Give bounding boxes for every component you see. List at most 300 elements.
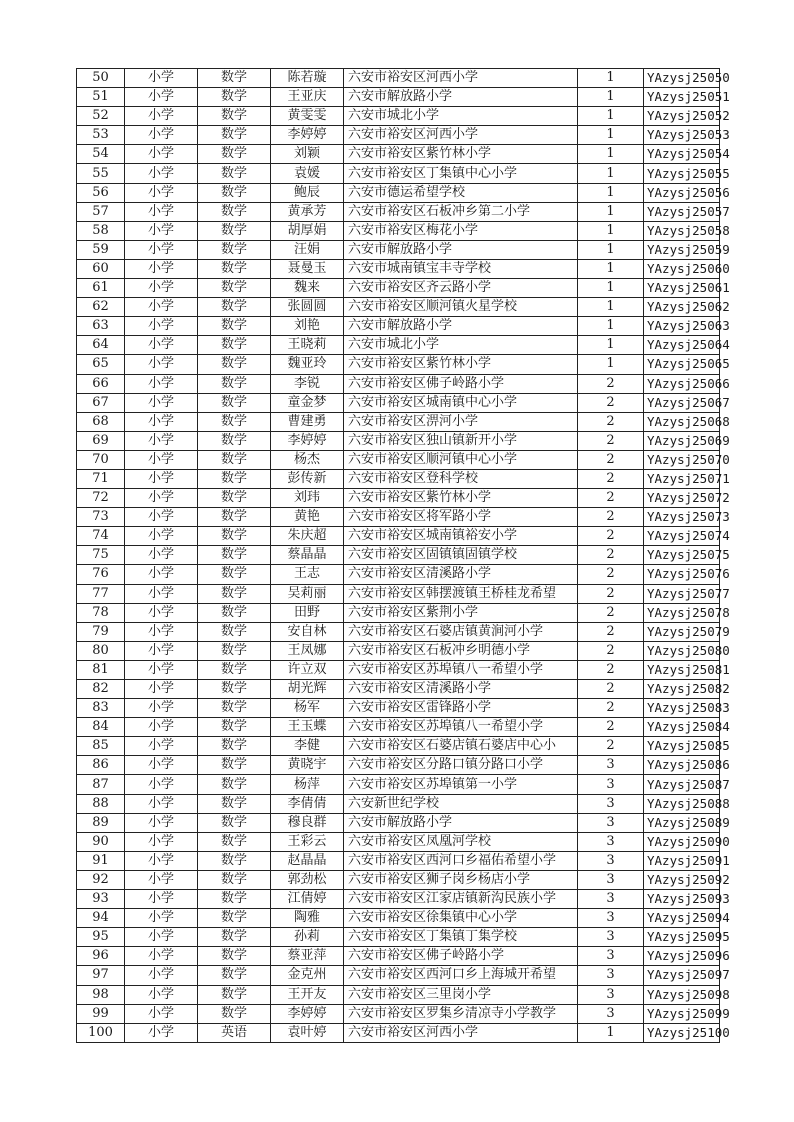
- school-level-cell: 小学: [125, 565, 198, 584]
- subject-cell: 数学: [198, 641, 271, 660]
- school-level-cell: 小学: [125, 584, 198, 603]
- row-number-cell: 71: [77, 469, 125, 488]
- group-number-cell: 2: [578, 546, 644, 565]
- school-level-cell: 小学: [125, 794, 198, 813]
- group-number-cell: 1: [578, 240, 644, 259]
- school-name-cell: 六安市裕安区紫荆小学: [344, 603, 578, 622]
- registration-code-cell: YAzysj25053: [644, 126, 720, 145]
- table-row: [77, 966, 720, 985]
- subject-cell: 数学: [198, 450, 271, 469]
- school-name-cell: 六安市裕安区紫竹林小学: [344, 145, 578, 164]
- school-name-cell: 六安市裕安区丁集镇丁集学校: [344, 928, 578, 947]
- group-number-cell: 1: [578, 279, 644, 298]
- row-number-cell: 53: [77, 126, 125, 145]
- school-name-cell: 六安市裕安区佛子岭路小学: [344, 947, 578, 966]
- registration-code-cell: YAzysj25089: [644, 813, 720, 832]
- school-name-cell: 六安市裕安区登科学校: [344, 469, 578, 488]
- school-level-cell: 小学: [125, 966, 198, 985]
- school-name-cell: 六安市解放路小学: [344, 88, 578, 107]
- table-row: [77, 202, 720, 221]
- registration-code-cell: YAzysj25054: [644, 145, 720, 164]
- group-number-cell: 2: [578, 603, 644, 622]
- group-number-cell: 2: [578, 565, 644, 584]
- table-row: [77, 756, 720, 775]
- school-name-cell: 六安市解放路小学: [344, 240, 578, 259]
- row-number-cell: 56: [77, 183, 125, 202]
- school-level-cell: 小学: [125, 1004, 198, 1023]
- registration-code-cell: YAzysj25070: [644, 450, 720, 469]
- school-level-cell: 小学: [125, 489, 198, 508]
- subject-cell: 数学: [198, 794, 271, 813]
- subject-cell: 数学: [198, 298, 271, 317]
- row-number-cell: 92: [77, 870, 125, 889]
- teacher-name-cell: 王亚庆: [271, 88, 344, 107]
- group-number-cell: 1: [578, 298, 644, 317]
- school-name-cell: 六安市裕安区河西小学: [344, 1023, 578, 1042]
- subject-cell: 数学: [198, 775, 271, 794]
- school-level-cell: 小学: [125, 603, 198, 622]
- table-row: [77, 88, 720, 107]
- subject-cell: 数学: [198, 870, 271, 889]
- row-number-cell: 83: [77, 699, 125, 718]
- registration-code-cell: YAzysj25087: [644, 775, 720, 794]
- registration-code-cell: YAzysj25066: [644, 374, 720, 393]
- table-row: [77, 393, 720, 412]
- school-level-cell: 小学: [125, 374, 198, 393]
- school-name-cell: 六安市裕安区石婆店镇黄涧河小学: [344, 622, 578, 641]
- group-number-cell: 2: [578, 489, 644, 508]
- row-number-cell: 52: [77, 107, 125, 126]
- teacher-name-cell: 黄艳: [271, 508, 344, 527]
- subject-cell: 数学: [198, 107, 271, 126]
- registration-code-cell: YAzysj25078: [644, 603, 720, 622]
- school-level-cell: 小学: [125, 699, 198, 718]
- table-row: [77, 603, 720, 622]
- row-number-cell: 70: [77, 450, 125, 469]
- table-row: [77, 221, 720, 240]
- teacher-name-cell: 穆良群: [271, 813, 344, 832]
- school-name-cell: 六安市裕安区顺河镇火星学校: [344, 298, 578, 317]
- table-row: [77, 259, 720, 278]
- row-number-cell: 57: [77, 202, 125, 221]
- subject-cell: 数学: [198, 546, 271, 565]
- school-level-cell: 小学: [125, 393, 198, 412]
- school-name-cell: 六安市裕安区固镇镇固镇学校: [344, 546, 578, 565]
- table-row: [77, 584, 720, 603]
- teacher-name-cell: 魏亚玲: [271, 355, 344, 374]
- registration-code-cell: YAzysj25075: [644, 546, 720, 565]
- school-level-cell: 小学: [125, 947, 198, 966]
- school-level-cell: 小学: [125, 985, 198, 1004]
- school-name-cell: 六安市解放路小学: [344, 813, 578, 832]
- group-number-cell: 3: [578, 813, 644, 832]
- group-number-cell: 3: [578, 928, 644, 947]
- teacher-name-cell: 黄雯雯: [271, 107, 344, 126]
- school-level-cell: 小学: [125, 1023, 198, 1042]
- school-name-cell: 六安市裕安区狮子岗乡杨店小学: [344, 870, 578, 889]
- teacher-name-cell: 鲍辰: [271, 183, 344, 202]
- group-number-cell: 1: [578, 183, 644, 202]
- subject-cell: 数学: [198, 527, 271, 546]
- teacher-name-cell: 田野: [271, 603, 344, 622]
- table-row: [77, 718, 720, 737]
- school-name-cell: 六安市城北小学: [344, 336, 578, 355]
- school-name-cell: 六安市裕安区独山镇新开小学: [344, 431, 578, 450]
- row-number-cell: 95: [77, 928, 125, 947]
- school-name-cell: 六安市裕安区石婆店镇石婆店中心小: [344, 737, 578, 756]
- registration-code-cell: YAzysj25050: [644, 69, 720, 88]
- teacher-name-cell: 刘玮: [271, 489, 344, 508]
- school-name-cell: 六安新世纪学校: [344, 794, 578, 813]
- group-number-cell: 2: [578, 393, 644, 412]
- table-row: [77, 450, 720, 469]
- registration-code-cell: YAzysj25095: [644, 928, 720, 947]
- subject-cell: 数学: [198, 718, 271, 737]
- school-level-cell: 小学: [125, 546, 198, 565]
- registration-code-cell: YAzysj25098: [644, 985, 720, 1004]
- table-row: [77, 279, 720, 298]
- school-level-cell: 小学: [125, 202, 198, 221]
- row-number-cell: 96: [77, 947, 125, 966]
- school-level-cell: 小学: [125, 890, 198, 909]
- school-level-cell: 小学: [125, 126, 198, 145]
- school-level-cell: 小学: [125, 756, 198, 775]
- school-level-cell: 小学: [125, 680, 198, 699]
- subject-cell: 数学: [198, 851, 271, 870]
- group-number-cell: 1: [578, 126, 644, 145]
- row-number-cell: 60: [77, 259, 125, 278]
- table-row: [77, 737, 720, 756]
- registration-code-cell: YAzysj25079: [644, 622, 720, 641]
- group-number-cell: 1: [578, 202, 644, 221]
- teacher-name-cell: 金克州: [271, 966, 344, 985]
- row-number-cell: 55: [77, 164, 125, 183]
- school-level-cell: 小学: [125, 164, 198, 183]
- school-name-cell: 六安市裕安区淠河小学: [344, 412, 578, 431]
- subject-cell: 数学: [198, 928, 271, 947]
- row-number-cell: 63: [77, 317, 125, 336]
- school-name-cell: 六安市裕安区韩摆渡镇王桥桂龙希望: [344, 584, 578, 603]
- subject-cell: 数学: [198, 699, 271, 718]
- school-name-cell: 六安市裕安区石板冲乡第二小学: [344, 202, 578, 221]
- group-number-cell: 2: [578, 622, 644, 641]
- subject-cell: 数学: [198, 374, 271, 393]
- subject-cell: 数学: [198, 126, 271, 145]
- group-number-cell: 2: [578, 680, 644, 699]
- school-level-cell: 小学: [125, 317, 198, 336]
- row-number-cell: 79: [77, 622, 125, 641]
- school-level-cell: 小学: [125, 240, 198, 259]
- school-level-cell: 小学: [125, 813, 198, 832]
- registration-code-cell: YAzysj25085: [644, 737, 720, 756]
- teacher-name-cell: 陈若璇: [271, 69, 344, 88]
- school-level-cell: 小学: [125, 355, 198, 374]
- school-name-cell: 六安市裕安区苏埠镇第一小学: [344, 775, 578, 794]
- subject-cell: 数学: [198, 622, 271, 641]
- school-name-cell: 六安市裕安区梅花小学: [344, 221, 578, 240]
- table-row: [77, 183, 720, 202]
- row-number-cell: 97: [77, 966, 125, 985]
- group-number-cell: 2: [578, 699, 644, 718]
- registration-code-cell: YAzysj25065: [644, 355, 720, 374]
- subject-cell: 数学: [198, 813, 271, 832]
- row-number-cell: 84: [77, 718, 125, 737]
- school-name-cell: 六安市裕安区石板冲乡明德小学: [344, 641, 578, 660]
- teacher-name-cell: 李婷婷: [271, 126, 344, 145]
- group-number-cell: 2: [578, 641, 644, 660]
- group-number-cell: 1: [578, 355, 644, 374]
- school-name-cell: 六安市裕安区徐集镇中心小学: [344, 909, 578, 928]
- school-level-cell: 小学: [125, 298, 198, 317]
- teacher-name-cell: 袁媛: [271, 164, 344, 183]
- subject-cell: 数学: [198, 890, 271, 909]
- registration-code-cell: YAzysj25064: [644, 336, 720, 355]
- school-level-cell: 小学: [125, 775, 198, 794]
- school-level-cell: 小学: [125, 718, 198, 737]
- group-number-cell: 3: [578, 756, 644, 775]
- group-number-cell: 2: [578, 412, 644, 431]
- teacher-name-cell: 黄承芳: [271, 202, 344, 221]
- group-number-cell: 3: [578, 966, 644, 985]
- registration-code-cell: YAzysj25082: [644, 680, 720, 699]
- table-row: [77, 832, 720, 851]
- group-number-cell: 1: [578, 164, 644, 183]
- school-level-cell: 小学: [125, 832, 198, 851]
- teacher-name-cell: 汪娟: [271, 240, 344, 259]
- teacher-name-cell: 胡光辉: [271, 680, 344, 699]
- school-level-cell: 小学: [125, 527, 198, 546]
- roster-rows: [77, 69, 730, 1043]
- teacher-name-cell: 吴莉丽: [271, 584, 344, 603]
- subject-cell: 数学: [198, 947, 271, 966]
- subject-cell: 数学: [198, 680, 271, 699]
- teacher-name-cell: 彭传新: [271, 469, 344, 488]
- teacher-name-cell: 张圆圆: [271, 298, 344, 317]
- row-number-cell: 82: [77, 680, 125, 699]
- row-number-cell: 78: [77, 603, 125, 622]
- school-level-cell: 小学: [125, 641, 198, 660]
- table-row: [77, 775, 720, 794]
- school-level-cell: 小学: [125, 622, 198, 641]
- group-number-cell: 1: [578, 317, 644, 336]
- teacher-name-cell: 杨萍: [271, 775, 344, 794]
- teacher-name-cell: 袁叶婷: [271, 1023, 344, 1042]
- subject-cell: 数学: [198, 259, 271, 278]
- teacher-name-cell: 黄晓宇: [271, 756, 344, 775]
- table-row: [77, 298, 720, 317]
- row-number-cell: 90: [77, 832, 125, 851]
- school-name-cell: 六安市裕安区紫竹林小学: [344, 489, 578, 508]
- subject-cell: 数学: [198, 508, 271, 527]
- group-number-cell: 3: [578, 947, 644, 966]
- school-level-cell: 小学: [125, 469, 198, 488]
- school-level-cell: 小学: [125, 660, 198, 679]
- group-number-cell: 3: [578, 909, 644, 928]
- subject-cell: 数学: [198, 202, 271, 221]
- school-name-cell: 六安市裕安区城南镇裕安小学: [344, 527, 578, 546]
- school-level-cell: 小学: [125, 107, 198, 126]
- school-name-cell: 六安市裕安区丁集镇中心小学: [344, 164, 578, 183]
- subject-cell: 数学: [198, 69, 271, 88]
- registration-code-cell: YAzysj25071: [644, 469, 720, 488]
- teacher-name-cell: 李婷婷: [271, 431, 344, 450]
- group-number-cell: 1: [578, 69, 644, 88]
- subject-cell: 数学: [198, 221, 271, 240]
- teacher-name-cell: 陶雅: [271, 909, 344, 928]
- registration-code-cell: YAzysj25059: [644, 240, 720, 259]
- row-number-cell: 94: [77, 909, 125, 928]
- table-row: [77, 660, 720, 679]
- teacher-name-cell: 蔡晶晶: [271, 546, 344, 565]
- registration-code-cell: YAzysj25063: [644, 317, 720, 336]
- subject-cell: 数学: [198, 966, 271, 985]
- table-row: [77, 851, 720, 870]
- row-number-cell: 89: [77, 813, 125, 832]
- table-row: [77, 107, 720, 126]
- registration-code-cell: YAzysj25069: [644, 431, 720, 450]
- subject-cell: 数学: [198, 832, 271, 851]
- school-name-cell: 六安市裕安区清溪路小学: [344, 565, 578, 584]
- school-level-cell: 小学: [125, 88, 198, 107]
- row-number-cell: 51: [77, 88, 125, 107]
- teacher-name-cell: 王凤娜: [271, 641, 344, 660]
- table-row: [77, 355, 720, 374]
- subject-cell: 数学: [198, 164, 271, 183]
- teacher-name-cell: 王志: [271, 565, 344, 584]
- school-level-cell: 小学: [125, 851, 198, 870]
- table-row: [77, 641, 720, 660]
- teacher-name-cell: 孙莉: [271, 928, 344, 947]
- table-row: [77, 164, 720, 183]
- teacher-name-cell: 蔡亚萍: [271, 947, 344, 966]
- group-number-cell: 2: [578, 584, 644, 603]
- group-number-cell: 1: [578, 336, 644, 355]
- subject-cell: 数学: [198, 489, 271, 508]
- school-level-cell: 小学: [125, 412, 198, 431]
- school-level-cell: 小学: [125, 508, 198, 527]
- school-name-cell: 六安市裕安区三里岗小学: [344, 985, 578, 1004]
- table-row: [77, 680, 720, 699]
- school-level-cell: 小学: [125, 870, 198, 889]
- teacher-name-cell: 童金梦: [271, 393, 344, 412]
- row-number-cell: 64: [77, 336, 125, 355]
- teacher-name-cell: 胡厚娟: [271, 221, 344, 240]
- school-name-cell: 六安市裕安区苏埠镇八一希望小学: [344, 660, 578, 679]
- subject-cell: 数学: [198, 737, 271, 756]
- registration-code-cell: YAzysj25055: [644, 164, 720, 183]
- school-name-cell: 六安市裕安区紫竹林小学: [344, 355, 578, 374]
- teacher-name-cell: 赵晶晶: [271, 851, 344, 870]
- registration-code-cell: YAzysj25091: [644, 851, 720, 870]
- teacher-name-cell: 朱庆超: [271, 527, 344, 546]
- table-row: [77, 622, 720, 641]
- row-number-cell: 69: [77, 431, 125, 450]
- table-row: [77, 909, 720, 928]
- school-name-cell: 六安市裕安区顺河镇中心小学: [344, 450, 578, 469]
- school-name-cell: 六安市解放路小学: [344, 317, 578, 336]
- school-level-cell: 小学: [125, 69, 198, 88]
- row-number-cell: 62: [77, 298, 125, 317]
- row-number-cell: 59: [77, 240, 125, 259]
- school-name-cell: 六安市裕安区佛子岭路小学: [344, 374, 578, 393]
- school-name-cell: 六安市裕安区齐云路小学: [344, 279, 578, 298]
- group-number-cell: 2: [578, 737, 644, 756]
- table-row: [77, 546, 720, 565]
- registration-code-cell: YAzysj25088: [644, 794, 720, 813]
- registration-code-cell: YAzysj25062: [644, 298, 720, 317]
- registration-code-cell: YAzysj25057: [644, 202, 720, 221]
- subject-cell: 数学: [198, 355, 271, 374]
- teacher-name-cell: 曹建勇: [271, 412, 344, 431]
- row-number-cell: 75: [77, 546, 125, 565]
- table-row: [77, 890, 720, 909]
- group-number-cell: 2: [578, 450, 644, 469]
- registration-code-cell: YAzysj25073: [644, 508, 720, 527]
- subject-cell: 数学: [198, 240, 271, 259]
- subject-cell: 数学: [198, 88, 271, 107]
- table-row: [77, 145, 720, 164]
- subject-cell: 数学: [198, 279, 271, 298]
- table-row: [77, 565, 720, 584]
- teacher-name-cell: 王晓莉: [271, 336, 344, 355]
- table-row: [77, 489, 720, 508]
- teacher-name-cell: 王彩云: [271, 832, 344, 851]
- row-number-cell: 87: [77, 775, 125, 794]
- group-number-cell: 3: [578, 775, 644, 794]
- school-name-cell: 六安市裕安区西河口乡上海城开希望: [344, 966, 578, 985]
- table-row: [77, 508, 720, 527]
- table-row: [77, 928, 720, 947]
- row-number-cell: 67: [77, 393, 125, 412]
- table-row: [77, 126, 720, 145]
- group-number-cell: 2: [578, 469, 644, 488]
- subject-cell: 数学: [198, 317, 271, 336]
- row-number-cell: 54: [77, 145, 125, 164]
- school-level-cell: 小学: [125, 450, 198, 469]
- row-number-cell: 77: [77, 584, 125, 603]
- group-number-cell: 1: [578, 145, 644, 164]
- table-row: [77, 1004, 720, 1023]
- row-number-cell: 93: [77, 890, 125, 909]
- registration-code-cell: YAzysj25061: [644, 279, 720, 298]
- school-level-cell: 小学: [125, 909, 198, 928]
- school-name-cell: 六安市裕安区分路口镇分路口小学: [344, 756, 578, 775]
- registration-code-cell: YAzysj25096: [644, 947, 720, 966]
- school-level-cell: 小学: [125, 928, 198, 947]
- school-level-cell: 小学: [125, 279, 198, 298]
- subject-cell: 数学: [198, 565, 271, 584]
- table-row: [77, 985, 720, 1004]
- school-level-cell: 小学: [125, 336, 198, 355]
- registration-code-cell: YAzysj25099: [644, 1004, 720, 1023]
- registration-code-cell: YAzysj25072: [644, 489, 720, 508]
- group-number-cell: 1: [578, 1023, 644, 1042]
- school-name-cell: 六安市裕安区西河口乡福佑希望小学: [344, 851, 578, 870]
- group-number-cell: 3: [578, 890, 644, 909]
- roster-sheet: [76, 68, 730, 1043]
- teacher-name-cell: 王开友: [271, 985, 344, 1004]
- registration-code-cell: YAzysj25080: [644, 641, 720, 660]
- school-name-cell: 六安市城南镇宝丰寺学校: [344, 259, 578, 278]
- registration-code-cell: YAzysj25068: [644, 412, 720, 431]
- school-level-cell: 小学: [125, 221, 198, 240]
- group-number-cell: 2: [578, 660, 644, 679]
- subject-cell: 数学: [198, 756, 271, 775]
- group-number-cell: 2: [578, 527, 644, 546]
- group-number-cell: 1: [578, 107, 644, 126]
- school-level-cell: 小学: [125, 737, 198, 756]
- registration-code-cell: YAzysj25094: [644, 909, 720, 928]
